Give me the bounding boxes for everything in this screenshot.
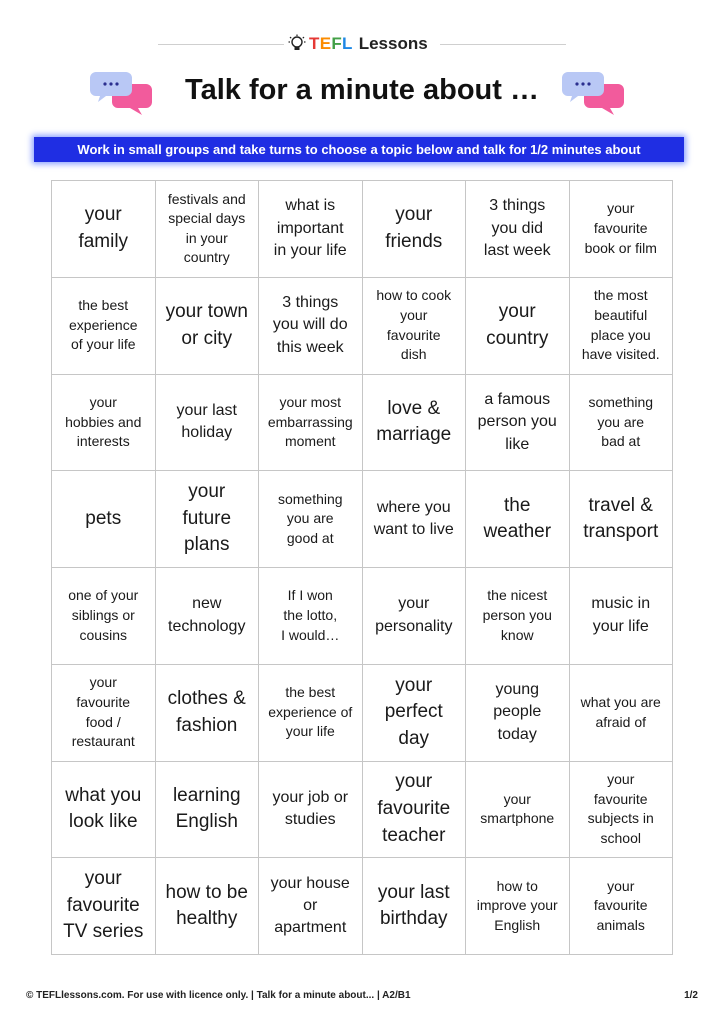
topic-cell: clothes & fashion <box>156 665 260 762</box>
brand-tefl-letter: E <box>319 34 332 53</box>
topic-cell: what you look like <box>52 762 156 859</box>
topic-cell: your personality <box>363 568 467 665</box>
topic-cell: your house or apartment <box>259 858 363 955</box>
topic-grid <box>51 180 673 955</box>
topic-cell: festivals and special days in your country <box>156 181 260 278</box>
topic-cell: your job or studies <box>259 762 363 859</box>
topic-cell: what you are afraid of <box>570 665 674 762</box>
topic-cell: your last birthday <box>363 858 467 955</box>
topic-cell: your country <box>466 278 570 375</box>
topic-cell: 3 things you did last week <box>466 181 570 278</box>
topic-cell: your last holiday <box>156 375 260 472</box>
topic-cell: your most embarrassing moment <box>259 375 363 472</box>
topic-cell: what is important in your life <box>259 181 363 278</box>
brand-tefl-letter: T <box>309 34 320 53</box>
header-rule-left <box>158 44 284 45</box>
topic-cell: your favourite animals <box>570 858 674 955</box>
topic-cell: where you want to live <box>363 471 467 568</box>
topic-cell: If I won the lotto, I would… <box>259 568 363 665</box>
topic-cell: how to improve your English <box>466 858 570 955</box>
topic-cell: a famous person you like <box>466 375 570 472</box>
topic-cell: how to cook your favourite dish <box>363 278 467 375</box>
topic-cell: how to be healthy <box>156 858 260 955</box>
topic-cell: one of your siblings or cousins <box>52 568 156 665</box>
topic-cell: something you are bad at <box>570 375 674 472</box>
topic-cell: learning English <box>156 762 260 859</box>
topic-cell: your favourite subjects in school <box>570 762 674 859</box>
topic-cell: your hobbies and interests <box>52 375 156 472</box>
brand-tefl-letter: F <box>331 34 343 53</box>
topic-cell: the weather <box>466 471 570 568</box>
topic-cell: travel & transport <box>570 471 674 568</box>
topic-cell: the nicest person you know <box>466 568 570 665</box>
lightbulb-icon <box>288 34 306 54</box>
header-rule-right <box>440 44 566 45</box>
page-title: Talk for a minute about … <box>185 74 539 106</box>
topic-cell: love & marriage <box>363 375 467 472</box>
brand-lessons: Lessons <box>358 34 428 53</box>
topic-cell: pets <box>52 471 156 568</box>
topic-cell: your favourite TV series <box>52 858 156 955</box>
topic-cell: the most beautiful place you have visited. <box>570 278 674 375</box>
topic-cell: young people today <box>466 665 570 762</box>
topic-cell: the best experience of your life <box>52 278 156 375</box>
topic-cell: your friends <box>363 181 467 278</box>
topic-cell: the best experience of your life <box>259 665 363 762</box>
topic-cell: 3 things you will do this week <box>259 278 363 375</box>
topic-cell: your family <box>52 181 156 278</box>
brand-logo <box>288 33 428 55</box>
topic-cell: something you are good at <box>259 471 363 568</box>
topic-cell: your smartphone <box>466 762 570 859</box>
topic-cell: your favourite book or film <box>570 181 674 278</box>
topic-cell: your favourite food / restaurant <box>52 665 156 762</box>
topic-cell: your town or city <box>156 278 260 375</box>
page-number: 1/2 <box>684 990 698 1001</box>
instruction-banner: Work in small groups and take turns to choose a topic below and talk for 1/2 minutes about <box>34 137 684 162</box>
topic-cell: your future plans <box>156 471 260 568</box>
brand-tefl <box>309 34 353 54</box>
topic-cell: music in your life <box>570 568 674 665</box>
topic-cell: your perfect day <box>363 665 467 762</box>
brand-tefl-letter: L <box>342 34 353 53</box>
topic-cell: your favourite teacher <box>363 762 467 859</box>
footer-copyright: © TEFLlessons.com. For use with licence only. | Talk for a minute about... | A2/B1 <box>26 990 411 1001</box>
topic-cell: new technology <box>156 568 260 665</box>
